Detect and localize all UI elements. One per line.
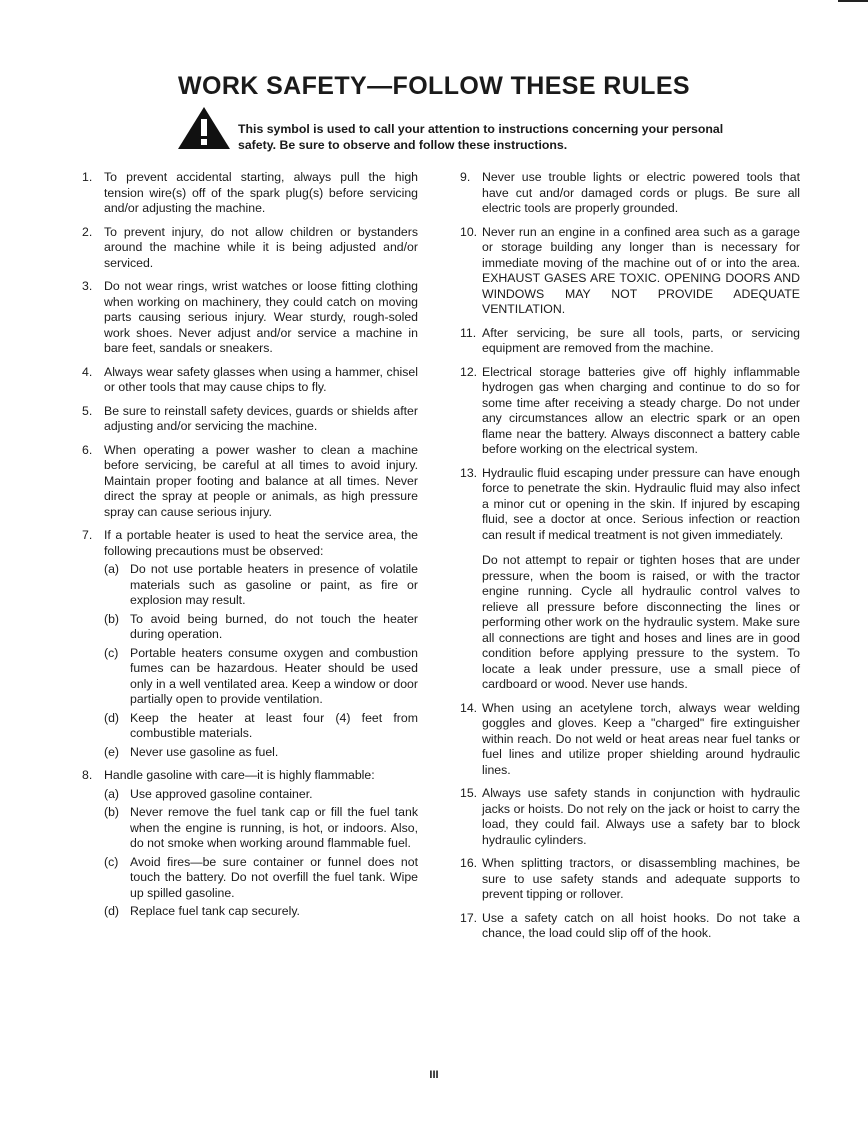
rule-item-7 bbox=[82, 528, 418, 760]
sub-rule-text: Avoid fires—be sure container or funnel does not touch the battery. Do not overfill the fuel tank. Wipe up spilled gasoline. bbox=[130, 854, 418, 900]
sub-rule bbox=[104, 805, 418, 852]
rule-item-16 bbox=[460, 856, 800, 903]
rule-number: 4. bbox=[82, 364, 93, 379]
sub-rule bbox=[104, 904, 418, 920]
sub-rule-text: Never remove the fuel tank cap or fill the fuel tank when the engine is running, is hot, or indoors. Also, do not smoke when working around flammable fuel. bbox=[130, 805, 418, 850]
rule-item-14 bbox=[460, 701, 800, 779]
rule-item-17 bbox=[460, 911, 800, 942]
rule-item-4 bbox=[82, 365, 418, 396]
rule-item-8 bbox=[82, 768, 418, 920]
rule-number: 5. bbox=[82, 403, 93, 418]
sub-rule-text: Never use gasoline as fuel. bbox=[130, 744, 279, 759]
rule-item-3 bbox=[82, 279, 418, 357]
rule-item-11 bbox=[460, 326, 800, 357]
warning-triangle-icon bbox=[176, 105, 232, 151]
rule-text: Never use trouble lights or electric powered tools that have cut and/or damaged cords or plugs. Be sure all electric tools are properly grounded. bbox=[482, 170, 800, 215]
rule-item-15 bbox=[460, 786, 800, 848]
rule-item-6 bbox=[82, 443, 418, 521]
rule-text: When using an acetylene torch, always wear welding goggles and gloves. Keep a "charged" fire extinguisher within reach. Do not weld or heat areas near fuel tanks or fuel lines and utilize proper shielding around hydraulic lines. bbox=[482, 700, 800, 777]
rule-text: Never run an engine in a confined area such as a garage or storage building any longer than is necessary for immediate moving of the machine out of or into the area. EXHAUST GASES ARE TOXIC. OPENING DOORS AND WINDOWS MAY NOT PROVIDE ADEQUATE VENTILATION. bbox=[482, 224, 800, 316]
sub-rule bbox=[104, 745, 418, 761]
sub-rule-text: Portable heaters consume oxygen and combustion fumes can be hazardous. Heater should be used only in a well ventilated area. Keep a window or door partially open to provide ventilation. bbox=[130, 645, 418, 706]
rule-number: 2. bbox=[82, 224, 93, 239]
sub-rule-text: To avoid being burned, do not touch the heater during operation. bbox=[130, 611, 418, 641]
rule-number: 3. bbox=[82, 279, 93, 293]
rule-text: Handle gasoline with care—it is highly flammable: bbox=[104, 768, 375, 782]
sub-rule-label: (a) bbox=[104, 562, 120, 576]
sub-rule-label: (b) bbox=[104, 805, 120, 819]
rule-text-continued: Do not attempt to repair or tighten hoses that are under pressure, when the boom is raised, or with the tractor engine running. Cycle all hydraulic control valves to relieve all pressure before disconnecting the lines or performing other work on the hydraulic system. Make sure all connections are tight and hoses and lines are in good condition before applying pressure to the system. To locate a leak under pressure, use a small piece of cardboard or wood. Never use hands. bbox=[482, 553, 800, 691]
sub-rule-text: Use approved gasoline container. bbox=[130, 786, 313, 801]
left-column bbox=[82, 170, 418, 928]
rule-text: Use a safety catch on all hoist hooks. Do not take a chance, the load could slip off of the hook. bbox=[482, 910, 800, 940]
rule-item-1 bbox=[82, 170, 418, 217]
sub-rule bbox=[104, 562, 418, 609]
sub-rule-text: Keep the heater at least four (4) feet from combustible materials. bbox=[130, 710, 418, 740]
rule-number: 11. bbox=[460, 325, 477, 340]
rule-number: 1. bbox=[82, 170, 93, 184]
rule-item-12 bbox=[460, 365, 800, 458]
sub-rule bbox=[104, 612, 418, 643]
rule-text: When operating a power washer to clean a machine before servicing, be careful at all times to avoid injury. Maintain proper footing and balance at all times. Never direct the spray at people or animals, as high pressure spray can cause serious injury. bbox=[104, 442, 418, 519]
page-number: III bbox=[429, 1069, 439, 1081]
sub-rule-text: Do not use portable heaters in presence of volatile materials such as gasoline or paint, as fire or explosion may result. bbox=[130, 562, 418, 607]
rule-text: Always use safety stands in conjunction with hydraulic jacks or hoists. Do not rely on the jack or hoist to carry the load, they could fail. Always use a safety bar to block hydraulic cylinders. bbox=[482, 786, 800, 847]
rule-number: 15. bbox=[460, 786, 478, 800]
rule-number: 16. bbox=[460, 856, 478, 870]
safety-notice bbox=[176, 105, 736, 157]
rule-number: 10. bbox=[460, 224, 478, 239]
rule-number: 7. bbox=[82, 528, 93, 542]
rule-text: Always wear safety glasses when using a hammer, chisel or other tools that may cause chips to fly. bbox=[104, 364, 418, 394]
safety-notice-text: This symbol is used to call your attention to instructions concerning your personal safety. Be sure to observe and follow these instructions. bbox=[238, 122, 724, 152]
rule-text: Hydraulic fluid escaping under pressure can have enough force to penetrate the skin. Hydraulic fluid may also infect a minor cut or opening in the skin. If injured by escaping fluid, see a doctor at once. Serious infection or reaction can result if medical treatment is not given immediately. bbox=[482, 465, 800, 542]
rule-number: 8. bbox=[82, 768, 93, 782]
rule-number: 9. bbox=[460, 170, 471, 184]
rule-text: If a portable heater is used to heat the service area, the following precautions must be observed: bbox=[104, 528, 418, 558]
rule-number: 14. bbox=[460, 700, 478, 715]
sub-rule-label: (c) bbox=[104, 854, 119, 869]
rule-number: 6. bbox=[82, 442, 93, 457]
right-column bbox=[460, 170, 800, 950]
sub-rule-label: (d) bbox=[104, 710, 120, 725]
page-corner-mark bbox=[838, 0, 868, 2]
rule-number: 17. bbox=[460, 910, 478, 925]
rule-text: Do not wear rings, wrist watches or loose fitting clothing when working on machinery, they could catch on moving parts causing serious injury. Wear sturdy, rough-soled work shoes. Never adjust and/or service a machine in bare feet, sandals or sneakers. bbox=[104, 279, 418, 355]
rule-item-9 bbox=[460, 170, 800, 217]
sub-rule bbox=[104, 787, 418, 803]
rule-number: 12. bbox=[460, 364, 478, 379]
rule-number: 13. bbox=[460, 465, 478, 480]
rule-item-10 bbox=[460, 225, 800, 318]
rule-text: Electrical storage batteries give off highly inflammable hydrogen gas when charging and continue to do so for some time after receiving a steady charge. Do not under any circumstances allow an electric spark or an open flame near the battery. Always disconnect a battery cable before working on the electrical system. bbox=[482, 364, 800, 456]
rule-item-2 bbox=[82, 225, 418, 272]
page-title: WORK SAFETY—FOLLOW THESE RULES bbox=[178, 72, 690, 100]
sub-rule-label: (e) bbox=[104, 744, 120, 759]
sub-rule bbox=[104, 646, 418, 708]
rule-text: Be sure to reinstall safety devices, guards or shields after adjusting and/or servicing the machine. bbox=[104, 403, 418, 433]
sub-rule-label: (a) bbox=[104, 786, 120, 801]
rule-text: To prevent accidental starting, always pull the high tension wire(s) off of the spark plug(s) before servicing and/or adjusting the machine. bbox=[104, 170, 418, 215]
sub-rule bbox=[104, 855, 418, 902]
rule-item-5 bbox=[82, 404, 418, 435]
rule-text: To prevent injury, do not allow children or bystanders around the machine while it is being adjusted and/or serviced. bbox=[104, 224, 418, 270]
rule-text: After servicing, be sure all tools, parts, or servicing equipment are removed from the machine. bbox=[482, 325, 800, 355]
sub-rule-text: Replace fuel tank cap securely. bbox=[130, 904, 300, 918]
sub-rule-label: (c) bbox=[104, 645, 119, 660]
rule-text: When splitting tractors, or disassembling machines, be sure to use safety stands and adequate supports to prevent tipping or rollover. bbox=[482, 856, 800, 901]
sub-rule-label: (b) bbox=[104, 611, 120, 626]
rule-item-13 bbox=[460, 466, 800, 693]
sub-rule-label: (d) bbox=[104, 904, 120, 918]
sub-rule bbox=[104, 711, 418, 742]
